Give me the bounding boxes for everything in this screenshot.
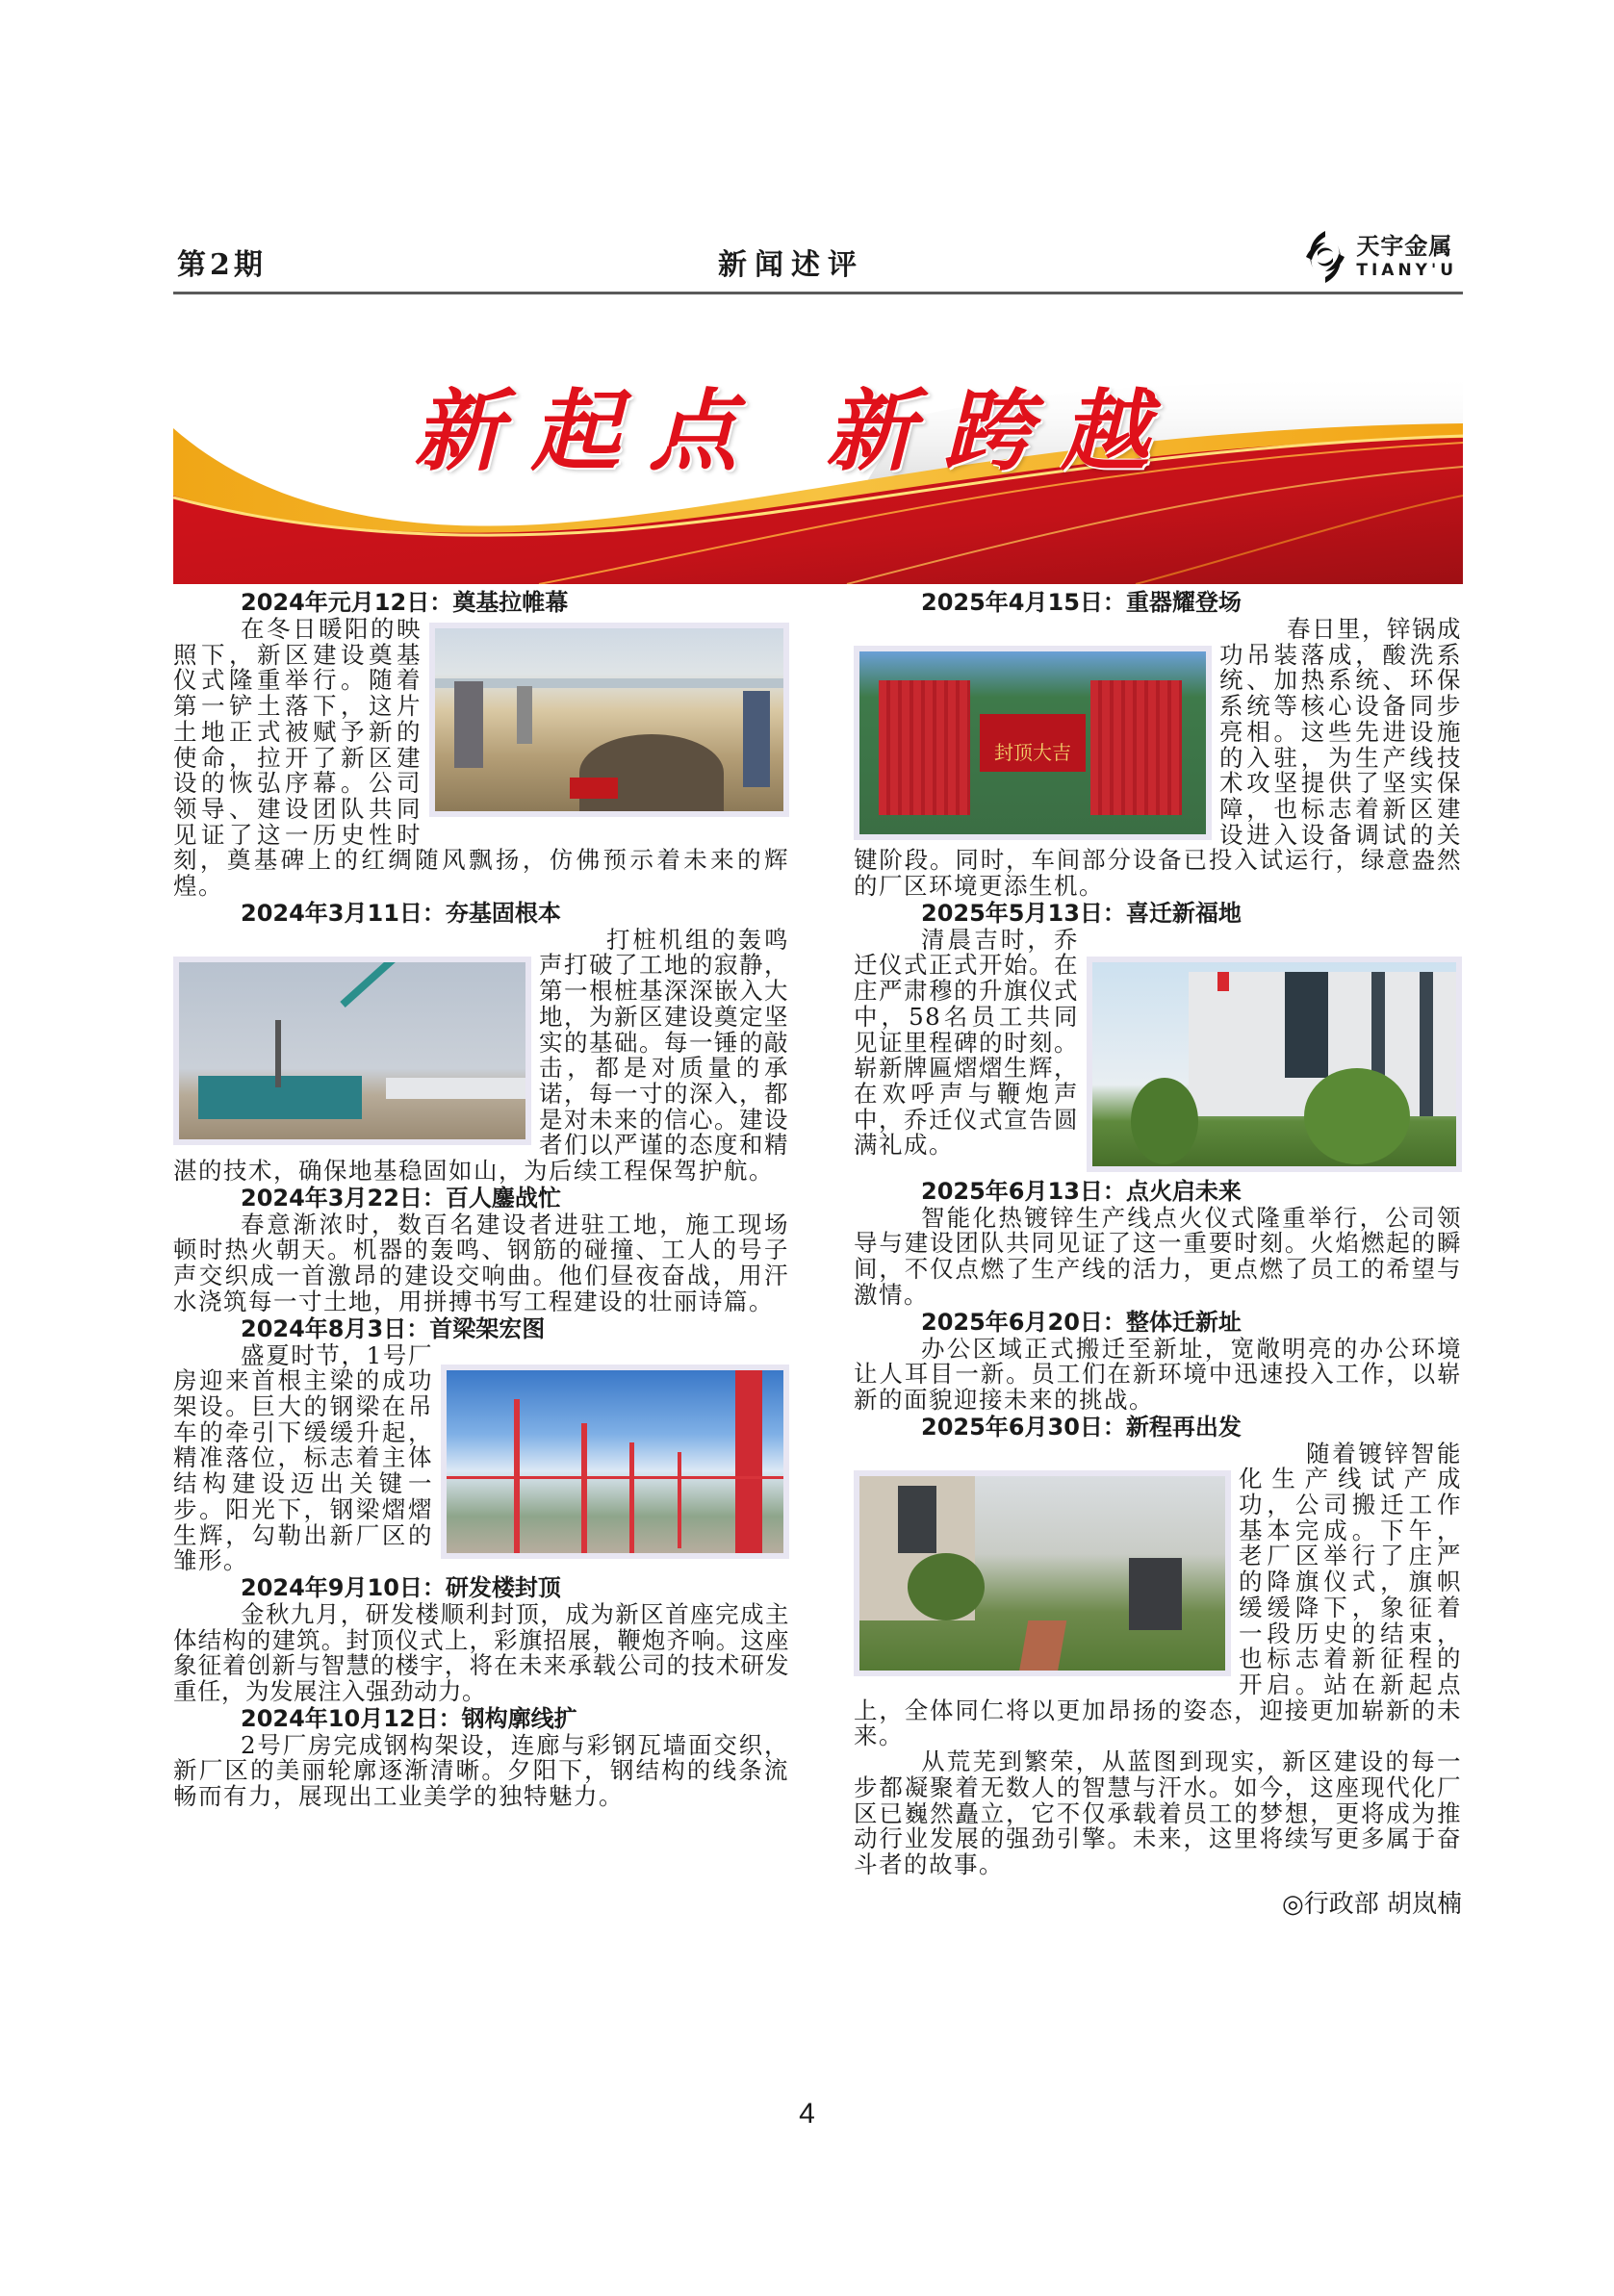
- logo-chinese-name: 天宇金属: [1356, 233, 1453, 260]
- pile-driver-photo: [173, 957, 531, 1145]
- title-banner: [173, 332, 1463, 584]
- article-body: 2号厂房完成钢构架设，连廊与彩钢瓦墙面交织，新厂区的美丽轮廓逐渐清晰。夕阳下，钢结构的线条流畅而有力，展现出工业美学的独特魅力。: [173, 1730, 789, 1811]
- article-body: 在冬日暖阳的映照下，新区建设奠基仪式隆重举行。随着第一铲土落下，这片土地正式被赋予新的使命，拉开了新区建设的恢弘序幕。公司领导、建设团队共同见证了这一历史性时刻，奠基碑上的红绸随风飘扬，仿佛预示着未来的辉煌。: [173, 615, 789, 901]
- article-heading: 2025年5月13日：喜迁新福地: [921, 899, 1242, 927]
- article-body: 春日里，锌锅成功吊装落成，酸洗系统、加热系统、环保系统等核心设备同步亮相。这些先进设施的入驻，为生产线技术攻坚提供了坚实保障，也标志着新区建设进入设备调试的关键阶段。同时，车间部分设备已投入试运行，绿意盎然的厂区环境更添生机。: [854, 615, 1462, 901]
- article-heading: 2024年3月11日：夯基固根本: [241, 899, 561, 927]
- article-heading: 2024年10月12日：钢构廓线扩: [241, 1704, 577, 1732]
- article-heading: 2024年元月12日：奠基拉帷幕: [241, 589, 569, 616]
- article-body: 清晨吉时，乔迁仪式正式开始。在庄严肃穆的升旗仪式中，58名员工共同见证里程碑的时刻。崭新牌匾熠熠生辉，在欢呼声与鞭炮声中，乔迁仪式宣告圆满礼成。: [854, 925, 1079, 1160]
- article-body: 金秋九月，研发楼顺利封顶，成为新区首座完成主体结构的建筑。封顶仪式上，彩旗招展，鞭炮齐响。这座象征着创新与智慧的楼宇，将在未来承载公司的技术研发重任，为发展注入强劲动力。: [173, 1599, 789, 1706]
- header-rule: [173, 292, 1463, 294]
- article-heading: 2024年3月22日：百人鏖战忙: [241, 1184, 561, 1212]
- article-body: 春意渐浓时，数百名建设者进驻工地，施工现场顿时热火朝天。机器的轰鸣、钢筋的碰撞、工人的号子声交织成一首激昂的建设交响曲。他们昼夜奋战，用汗水浇筑每一寸土地，用拼搏书写工程建设的壮丽诗篇。: [173, 1210, 789, 1315]
- issue-number: 第2期: [177, 248, 267, 282]
- article-heading: 2025年6月13日：点火启未来: [921, 1177, 1242, 1205]
- article-body: 盛夏时节，1号厂房迎来首根主梁的成功架设。巨大的钢梁在吊车的牵引下缓缓升起，精准落位，标志着主体结构建设迈出关键一步。阳光下，钢梁熠熠生辉，勾勒出新厂区的雏形。: [173, 1340, 433, 1575]
- article-body: 智能化热镀锌生产线点火仪式隆重举行，公司领导与建设团队共同见证了这一重要时刻。火焰燃起的瞬间，不仅点燃了生产线的活力，更点燃了员工的希望与激情。: [854, 1203, 1462, 1309]
- swirl-logo-icon: [1300, 227, 1350, 287]
- section-title: 新闻述评: [718, 248, 864, 282]
- steel-columns-photo: [441, 1365, 789, 1559]
- logo-english-name: TIANY'U: [1356, 261, 1457, 280]
- topping-out-banner-photo: [854, 646, 1212, 840]
- article-heading: 2024年8月3日：首梁架宏图: [241, 1314, 546, 1342]
- banner-title: 新起点 新跨越: [414, 379, 1179, 483]
- groundbreaking-ceremony-photo: [429, 623, 789, 817]
- page-number: 4: [799, 2098, 815, 2130]
- closing-paragraph: 从荒芜到繁荣，从蓝图到现实，新区建设的每一步都凝聚着无数人的智慧与汗水。如今，这座现代化厂区已巍然矗立，它不仅承载着员工的梦想，更将成为推动行业发展的强劲引擎。未来，这里将续写更多属于奋斗者的故事。: [854, 1748, 1462, 1878]
- article-heading: 2025年4月15日：重器耀登场: [921, 589, 1242, 616]
- banner-caption: 封顶大吉: [980, 714, 1086, 772]
- article-heading: 2024年9月10日：研发楼封顶: [241, 1573, 561, 1601]
- article-body: 办公区域正式搬迁至新址，宽敞明亮的办公环境让人耳目一新。员工们在新环境中迅速投入工作，以崭新的面貌迎接未来的挑战。: [854, 1334, 1462, 1414]
- courtyard-garden-photo: [854, 1470, 1231, 1676]
- article-heading: 2025年6月30日：新程再出发: [921, 1413, 1242, 1441]
- office-building-photo: [1087, 957, 1462, 1172]
- article-heading: 2025年6月20日：整体迁新址: [921, 1308, 1242, 1336]
- company-logo: [1300, 225, 1457, 289]
- article-body: 打桩机组的轰鸣声打破了工地的寂静，第一根桩基深深嵌入大地，为新区建设奠定坚实的基础。每一锤的敲击，都是对质量的承诺，每一寸的深入，都是对未来的信心。建设者们以严谨的态度和精湛的技术，确保地基稳固如山，为后续工程保驾护航。: [173, 925, 789, 1186]
- page-header: [173, 223, 1463, 293]
- article-body: 随着镀锌智能化生产线试产成功，公司搬迁工作基本完成。下午，老厂区举行了庄严的降旗仪式，旗帜缓缓降下，象征着一段历史的结束，也标志着新征程的开启。站在新起点上，全体同仁将以更加昂扬的姿态，迎接更加崭新的未来。: [854, 1439, 1462, 1750]
- author-signature: ◎行政部 胡岚楠: [1282, 1889, 1462, 1919]
- right-column: [854, 589, 1462, 1917]
- left-column: [173, 589, 789, 1810]
